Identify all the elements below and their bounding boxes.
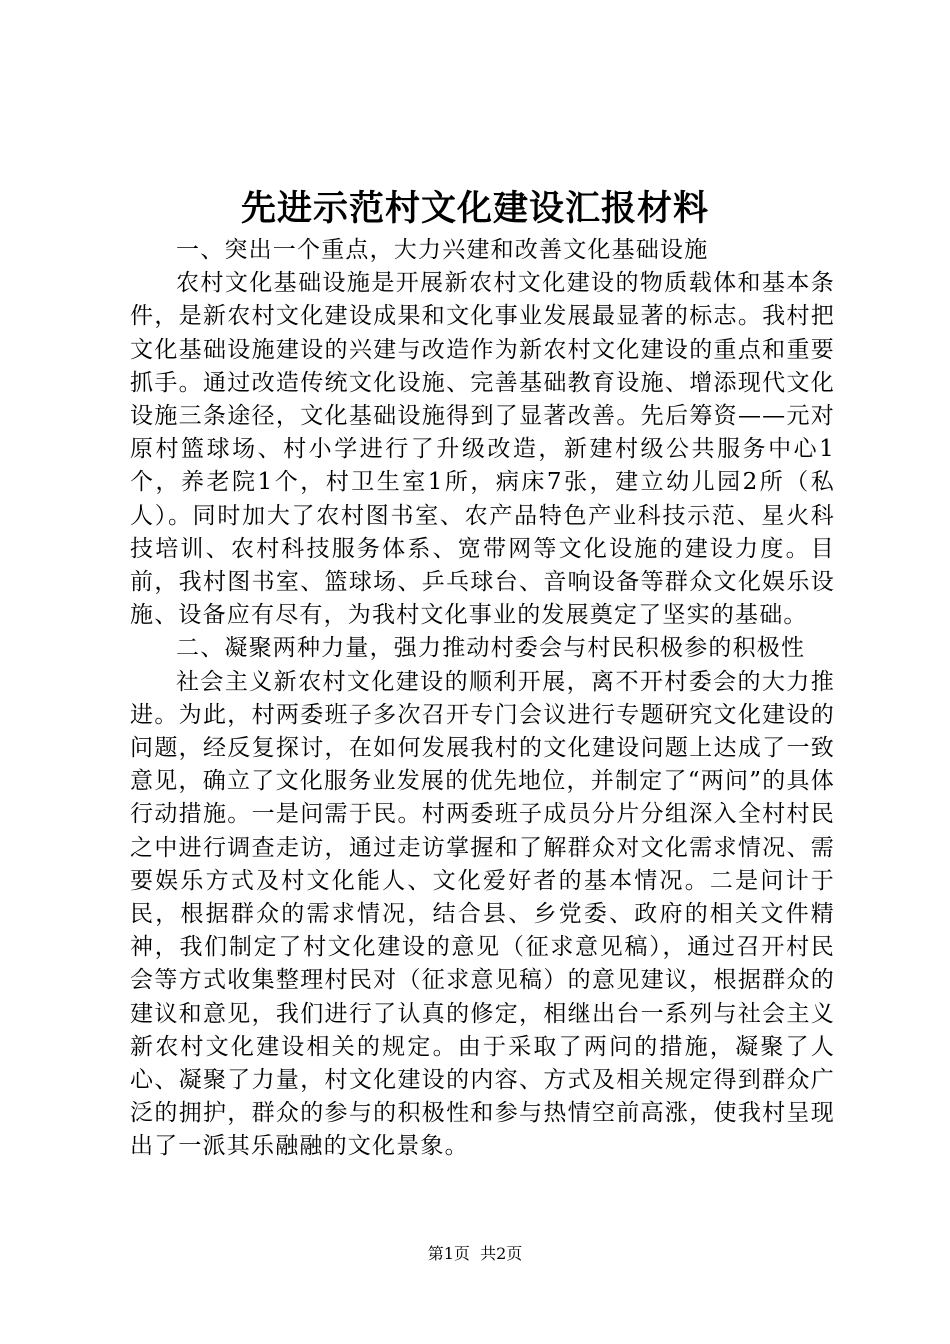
- page-number: 第1页 共2页: [427, 1244, 523, 1263]
- body-paragraph-2: 社会主义新农村文化建设的顺利开展，离不开村委会的大力推进。为此，村两委班子多次召开专门会议进行专题研究文化建设的问题，经反复探讨，在如何发展我村的文化建设问题上达成了一致意见，确立了文化服务业发展的优先地位，并制定了“两问”的具体行动措施。一是问需于民。村两委班子成员分片分组深入全村村民之中进行调查走访，通过走访掌握和了解群众对文化需求情况、需要娱乐方式及村文化能人、文化爱好者的基本情况。二是问计于民，根据群众的需求情况，结合县、乡党委、政府的相关文件精神，我们制定了村文化建设的意见（征求意见稿），通过召开村民会等方式收集整理村民对（征求意见稿）的意见建议，根据群众的建议和意见，我们进行了认真的修定，相继出台一系列与社会主义新农村文化建设相关的规定。由于采取了两问的措施，凝聚了人心、凝聚了力量，村文化建设的内容、方式及相关规定得到群众广泛的拥护，群众的参与的积极性和参与热情空前高涨，使我村呈现出了一派其乐融融的文化景象。: [130, 668, 835, 1160]
- section-heading-2: 二、凝聚两种力量，强力推动村委会与村民积极参的积极性: [176, 635, 806, 662]
- body-paragraph-1: 农村文化基础设施是开展新农村文化建设的物质载体和基本条件，是新农村文化建设成果和文化事业发展最显著的标志。我村把文化基础设施建设的兴建与改造作为新农村文化建设的重点和重要抓手。通过改造传统文化设施、完善基础教育设施、增添现代文化设施三条途径，文化基础设施得到了显著改善。先后筹资——元对原村篮球场、村小学进行了升级改造，新建村级公共服务中心1个，养老院1个，村卫生室1所，病床7张，建立幼儿园2所（私人）。同时加大了农村图书室、农产品特色产业科技示范、星火科技培训、农村科技服务体系、宽带网等文化设施的建设力度。目前，我村图书室、篮球场、乒乓球台、音响设备等群众文化娱乐设施、设备应有尽有，为我村文化事业的发展奠定了坚实的基础。: [130, 270, 835, 629]
- document-body: [130, 234, 835, 1164]
- page-footer: [0, 1243, 950, 1265]
- document-title: 先进示范村文化建设汇报材料: [240, 188, 709, 229]
- section-heading-1: 一、突出一个重点，大力兴建和改善文化基础设施: [176, 237, 709, 263]
